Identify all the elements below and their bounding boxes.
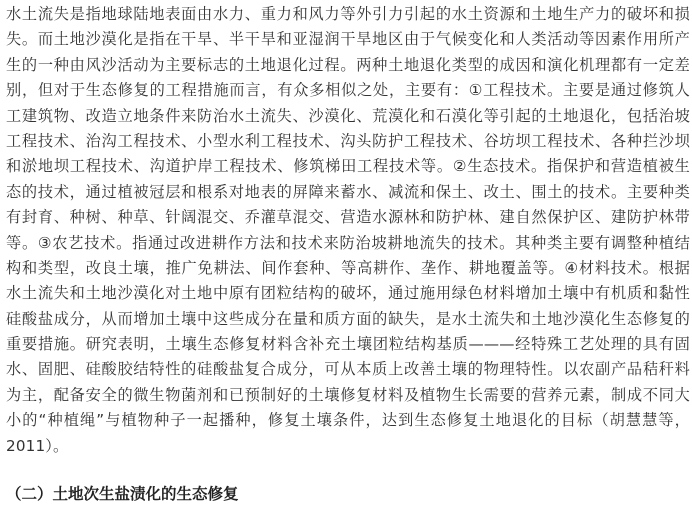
paragraph-line: 有封育、种树、种草、针阔混交、乔灌草混交、营造水源林和防护林、建自然保护区、建防护林带 [6,208,690,227]
paragraph-line: 水、固肥、硅酸胶结特性的硅酸盐复合成分，可从本质上改善土壤的物理特性。以农副产品秸秆料 [6,360,690,379]
paragraph-line: 硅酸盐成分，从而增加土壤中这些成分在量和质方面的缺失，是水土流失和土地沙漠化生态修复的 [6,309,690,328]
paragraph [6,2,690,459]
paragraph-line: 水土流失是指地球陆地表面由水力、重力和风力等外引力引起的水土资源和土地生产力的破坏和损 [6,5,690,23]
paragraph-line: 生的一种由风沙活动为主要标志的土地退化过程。两种土地退化类型的成因和演化机理都有一定差 [6,55,690,74]
paragraph-line: 失。而土地沙漠化是指在干旱、半干旱和亚湿润干旱地区由于气候变化和人类活动等因素作用所产 [6,30,690,49]
paragraph-line: 别，但对于生态修复的工程措施而言，有众多相似之处，主要有：①工程技术。主要是通过修筑人 [6,81,690,100]
paragraph-line: 工程技术、治沟工程技术、小型水利工程技术、沟头防护工程技术、谷坊坝工程技术、各种拦沙坝 [6,131,690,150]
paragraph-line: 和淤地坝工程技术、沟道护岸工程技术、修筑梯田工程技术等。②生态技术。指保护和营造植被生 [6,157,690,176]
paragraph-line: 工建筑物、改造立地条件来防治水土流失、沙漠化、荒漠化和石漠化等引起的土地退化，包括治坡 [6,106,690,125]
article-body [6,2,690,507]
paragraph-line: 等。③农艺技术。指通过改进耕作方法和技术来防治坡耕地流失的技术。其种类主要有调整种植结 [6,233,690,252]
paragraph-line: 小的“种植绳”与植物种子一起播种，修复土壤条件，达到生态修复土地退化的目标（胡慧慧等， [6,411,690,430]
paragraph-line: 水土流失和土地沙漠化对土地中原有团粒结构的破坏，通过施用绿色材料增加土壤中有机质和黏性 [6,284,690,303]
paragraph-gap [6,459,690,481]
paragraph-line: 态的技术，通过植被冠层和根系对地表的屏障来蓄水、减流和保土、改土、围土的技术。主要种类 [6,182,690,201]
section-heading: （二）土地次生盐渍化的生态修复 [6,485,239,504]
paragraph-line: 为主，配备安全的微生物菌剂和已预制好的土壤修复材料及植物生长需要的营养元素，制成不同大 [6,385,690,404]
paragraph-line-last: 2011）。 [6,436,69,455]
paragraph-line: 重要措施。研究表明，土壤生态修复材料含补充土壤团粒结构基质———经特殊工艺处理的具有固 [6,335,690,354]
paragraph-line: 构和类型，改良土壤，推广免耕法、间作套种、等高耕作、垄作、耕地覆盖等。④材料技术。根据 [6,258,690,277]
